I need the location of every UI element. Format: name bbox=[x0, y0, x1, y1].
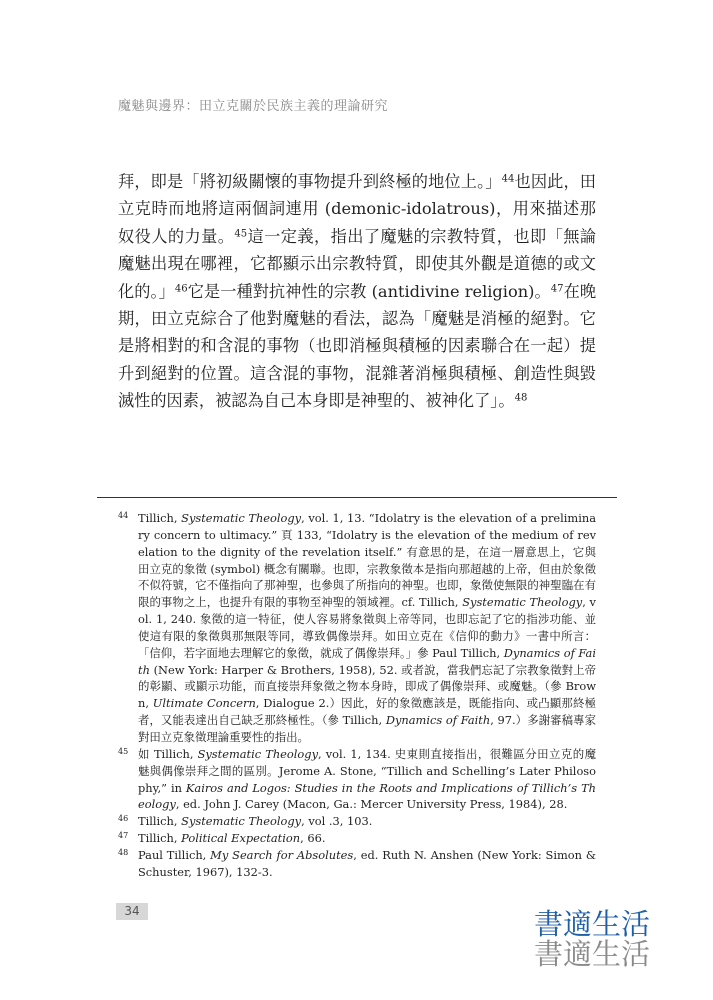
book-title: Systematic Theology bbox=[181, 511, 302, 525]
footnote-45 bbox=[118, 746, 596, 813]
footnote-ref-47[interactable]: 47 bbox=[550, 283, 564, 295]
footnote-text: Tillich, bbox=[138, 511, 182, 525]
footnote-ref-48[interactable]: 48 bbox=[514, 392, 528, 404]
footnote-text: , ed. Ruth N. Anshen (New York: Simon & Schuster, 1967), 132-3. bbox=[138, 847, 597, 879]
body-text-2: 也因此，田立克時而地將這兩個詞連用 (demonic-idolatrous)，用來描述那奴役人的力量。 bbox=[118, 172, 596, 246]
footnote-text: Tillich, bbox=[138, 831, 182, 846]
footnote-number: 46 bbox=[118, 814, 129, 824]
footnote-47 bbox=[118, 830, 596, 847]
footnote-text: , vol. 1, 13. “Idolatry is the elevation of a preliminary concern to ultimacy.” 頁 133, “Idolatry is the elevation of the medium of revelation to the dignity of the revelation itself.” 有意思的是，在這一層意思上，它與田立克的象徵 (symbol) 概念有關聯。也即，宗教象徵本是指向那超越的上帝，但由於象徵不似符號，它不僅指向了那神聖，也參與了所指向的神聖。也即，象徵使無限的神聖臨在有限的事物之上，也提升有限的事物至神聖的領域裡。cf. Tillich, bbox=[138, 511, 596, 610]
page-number: 34 bbox=[116, 903, 148, 920]
footnote-44 bbox=[118, 510, 596, 746]
running-header: 魔魅與邊界：田立克關於民族主義的理論研究 bbox=[118, 99, 389, 114]
footnote-text: , ed. John J. Carey (Macon, Ga.: Mercer University Press, 1984), 28. bbox=[175, 797, 568, 812]
footnote-text: Tillich, bbox=[138, 814, 182, 829]
book-title: Kairos and Logos: Studies in the Roots and Implications of Tillich’s Theology bbox=[138, 780, 597, 812]
body-text-5: 在晚期，田立克綜合了他對魔魅的看法，認為「魔魅是消極的絕對。它是將相對的和含混的事物（也即消極與積極的因素聯合在一起）提升到絕對的位置。這含混的事物，混雜著消極與積極、創造性與毀滅性的因素，被認為自己本身即是神聖的、被神化了」。 bbox=[118, 281, 597, 411]
body-text-1: 拜，即是「將初級關懷的事物提升到終極的地位上。」 bbox=[118, 172, 502, 191]
book-title: Systematic Theology bbox=[462, 595, 583, 610]
brand-logo-gray: 書適生活 bbox=[534, 937, 651, 971]
footnote-text: , vol. 1, 240. 象徵的這一特征，使人容易將象徵與上帝等同，也即忘記了它的指涉功能、並使這有限的象徵與那無限等同，導致偶像崇拜。如田立克在《信仰的動力》一書中所言：「信仰，若字面地去理解它的象徵，就成了偶像崇拜。」參 Paul Tillich, bbox=[138, 595, 596, 660]
main-paragraph bbox=[118, 168, 596, 415]
footnote-48 bbox=[118, 847, 596, 881]
book-title: Systematic Theology bbox=[181, 814, 302, 829]
footnote-ref-44[interactable]: 44 bbox=[501, 173, 515, 185]
body-text-3: 這一定義，指出了魔魅的宗教特質，也即「無論魔魅出現在哪裡，它都顯示出宗教特質，即使其外觀是道德的或文化的。」 bbox=[118, 226, 597, 301]
footnote-text: , 97.）多謝審稿專家對田立克象徵理論重要性的指出。 bbox=[138, 713, 597, 744]
footnote-text: , vol. 1, 134. 史東則直接指出，很難區分田立克的魔魅與偶像崇拜之間的區別。Jerome A. Stone, “Tillich and Schelling’s Later Philosophy,” in bbox=[138, 746, 596, 795]
book-title: My Search for Absolutes bbox=[210, 847, 354, 862]
footnote-ref-46[interactable]: 46 bbox=[174, 283, 188, 295]
footnote-text: , 66. bbox=[300, 831, 326, 846]
footnote-number: 45 bbox=[118, 746, 129, 756]
footnote-text: (New York: Harper & Brothers, 1958), 52. 或者說，當我們忘記了宗教象徵對上帝的彰顯、或顯示功能，而直接崇拜象徵之物本身時，即成了偶像崇拜、或魔魅。（參 Brown, bbox=[138, 662, 596, 711]
footnote-number: 44 bbox=[118, 511, 129, 520]
footnote-text: 如 Tillich, bbox=[138, 746, 198, 761]
footnote-46 bbox=[118, 813, 596, 830]
footnote-text: , Dialogue 2.）因此，好的象徵應該是，既能指向、或凸顯那終極者，又能表達出自己缺乏那終極性。（參 Tillich, bbox=[138, 696, 596, 728]
footnote-text: , vol .3, 103. bbox=[301, 814, 373, 829]
brand-logo-blue: 書適生活 bbox=[534, 907, 651, 941]
book-title: Systematic Theology bbox=[197, 746, 319, 761]
body-text-4: 它是一種對抗神性的宗教 (antidivine religion)。 bbox=[187, 281, 551, 301]
book-title: Political Expectation bbox=[181, 831, 301, 846]
footnote-divider bbox=[97, 497, 617, 498]
footnote-ref-45[interactable]: 45 bbox=[234, 228, 248, 240]
book-title: Dynamics of Faith bbox=[138, 645, 596, 677]
book-title: Dynamics of Faith bbox=[385, 713, 491, 728]
book-title: Ultimate Concern bbox=[152, 696, 256, 711]
footnote-number: 47 bbox=[118, 831, 129, 841]
footnotes-section bbox=[118, 510, 596, 881]
footnote-text: Paul Tillich, bbox=[138, 847, 211, 862]
footnote-number: 48 bbox=[118, 847, 129, 857]
